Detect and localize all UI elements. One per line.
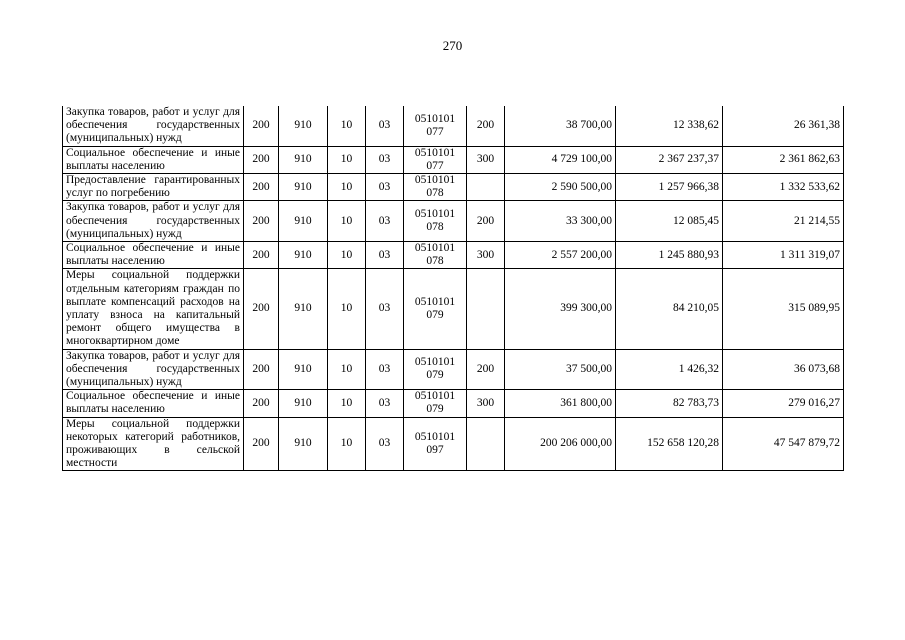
cell-ministry-code: 910 [279,417,328,471]
cell-remaining: 2 361 862,63 [723,146,844,173]
cell-executed: 152 658 120,28 [616,417,723,471]
cell-ministry-code: 910 [279,174,328,201]
page-number: 270 [442,38,463,53]
cell-remaining: 26 361,38 [723,106,844,146]
expense-name: Закупка товаров, работ и услуг для обеспечения государственных (муниципальных) нужд [63,106,244,146]
expense-name: Закупка товаров, работ и услуг для обеспечения государственных (муниципальных) нужд [63,201,244,242]
expense-name: Социальное обеспечение и иные выплаты населению [63,390,244,417]
cell-remaining: 36 073,68 [723,349,844,390]
cell-c1: 200 [244,349,279,390]
cell-subsection: 03 [366,417,404,471]
target-code-b: 097 [426,444,444,457]
target-code-a: 0510101 [414,296,456,309]
target-code-b: 077 [426,125,444,138]
cell-subsection: 03 [366,242,404,269]
target-code-a: 0510101 [414,112,456,125]
cell-subsection: 03 [366,146,404,173]
cell-executed: 2 367 237,37 [616,146,723,173]
cell-ministry-code: 910 [279,146,328,173]
cell-c1: 200 [244,106,279,146]
target-code-b: 078 [426,187,444,200]
cell-approved: 200 206 000,00 [505,417,616,471]
cell-section: 10 [328,106,366,146]
cell-ministry-code: 910 [279,106,328,146]
expense-name: Закупка товаров, работ и услуг для обеспечения государственных (муниципальных) нужд [63,349,244,390]
table-row [63,146,844,173]
cell-remaining: 279 016,27 [723,390,844,417]
cell-target-code [404,174,467,201]
cell-remaining: 47 547 879,72 [723,417,844,471]
cell-expense-type [467,174,505,201]
target-code-a: 0510101 [414,390,456,403]
cell-target-code [404,390,467,417]
cell-subsection: 03 [366,106,404,146]
cell-approved: 33 300,00 [505,201,616,242]
target-code-a: 0510101 [414,242,456,255]
cell-remaining: 1 311 319,07 [723,242,844,269]
cell-expense-type: 300 [467,146,505,173]
cell-section: 10 [328,174,366,201]
cell-expense-type [467,269,505,349]
target-code-b: 079 [426,403,444,416]
cell-executed: 12 085,45 [616,201,723,242]
cell-executed: 1 245 880,93 [616,242,723,269]
cell-approved: 2 590 500,00 [505,174,616,201]
target-code-b: 077 [426,159,444,172]
cell-subsection: 03 [366,174,404,201]
cell-target-code [404,146,467,173]
cell-ministry-code: 910 [279,390,328,417]
cell-target-code [404,201,467,242]
cell-section: 10 [328,146,366,173]
target-code-a: 0510101 [414,431,456,444]
table-row [63,242,844,269]
cell-ministry-code: 910 [279,201,328,242]
table-row [63,106,844,146]
cell-subsection: 03 [366,390,404,417]
target-code-b: 079 [426,309,444,322]
expense-name: Социальное обеспечение и иные выплаты населению [63,242,244,269]
cell-c1: 200 [244,201,279,242]
expense-name: Предоставление гарантированных услуг по погребению [63,174,244,201]
target-code-a: 0510101 [414,146,456,159]
expense-name: Меры социальной поддержки некоторых категорий работников, проживающих в сельской местности [63,417,244,471]
cell-section: 10 [328,349,366,390]
target-code-b: 078 [426,255,444,268]
table-row [63,201,844,242]
cell-section: 10 [328,201,366,242]
cell-ministry-code: 910 [279,242,328,269]
cell-subsection: 03 [366,269,404,349]
target-code-a: 0510101 [414,174,456,187]
cell-c1: 200 [244,390,279,417]
cell-target-code [404,417,467,471]
cell-approved: 361 800,00 [505,390,616,417]
cell-expense-type: 200 [467,349,505,390]
cell-c1: 200 [244,174,279,201]
cell-section: 10 [328,390,366,417]
cell-c1: 200 [244,417,279,471]
cell-c1: 200 [244,242,279,269]
target-code-b: 078 [426,221,444,234]
cell-executed: 82 783,73 [616,390,723,417]
cell-approved: 38 700,00 [505,106,616,146]
table-row [63,174,844,201]
cell-target-code [404,269,467,349]
target-code-a: 0510101 [414,356,456,369]
expense-name: Социальное обеспечение и иные выплаты населению [63,146,244,173]
cell-target-code [404,242,467,269]
cell-c1: 200 [244,269,279,349]
cell-subsection: 03 [366,349,404,390]
cell-expense-type: 200 [467,106,505,146]
cell-ministry-code: 910 [279,349,328,390]
cell-section: 10 [328,242,366,269]
cell-executed: 12 338,62 [616,106,723,146]
target-code-b: 079 [426,369,444,382]
cell-approved: 37 500,00 [505,349,616,390]
expense-name: Меры социальной поддержки отдельным категориям граждан по выплате компенсаций расходов на уплату взноса на капитальный ремонт общего имущества в многоквартирном доме [63,269,244,349]
cell-expense-type: 300 [467,390,505,417]
cell-approved: 2 557 200,00 [505,242,616,269]
cell-ministry-code: 910 [279,269,328,349]
cell-c1: 200 [244,146,279,173]
table-row [63,349,844,390]
cell-expense-type [467,417,505,471]
table-row [63,269,844,349]
budget-table [62,106,844,471]
table-row [63,417,844,471]
cell-subsection: 03 [366,201,404,242]
cell-target-code [404,106,467,146]
cell-executed: 84 210,05 [616,269,723,349]
cell-executed: 1 426,32 [616,349,723,390]
cell-remaining: 21 214,55 [723,201,844,242]
cell-expense-type: 200 [467,201,505,242]
cell-remaining: 315 089,95 [723,269,844,349]
cell-expense-type: 300 [467,242,505,269]
cell-section: 10 [328,269,366,349]
cell-approved: 399 300,00 [505,269,616,349]
cell-section: 10 [328,417,366,471]
cell-target-code [404,349,467,390]
cell-approved: 4 729 100,00 [505,146,616,173]
table-row [63,390,844,417]
target-code-a: 0510101 [414,208,456,221]
cell-remaining: 1 332 533,62 [723,174,844,201]
cell-executed: 1 257 966,38 [616,174,723,201]
table-body [63,106,844,471]
